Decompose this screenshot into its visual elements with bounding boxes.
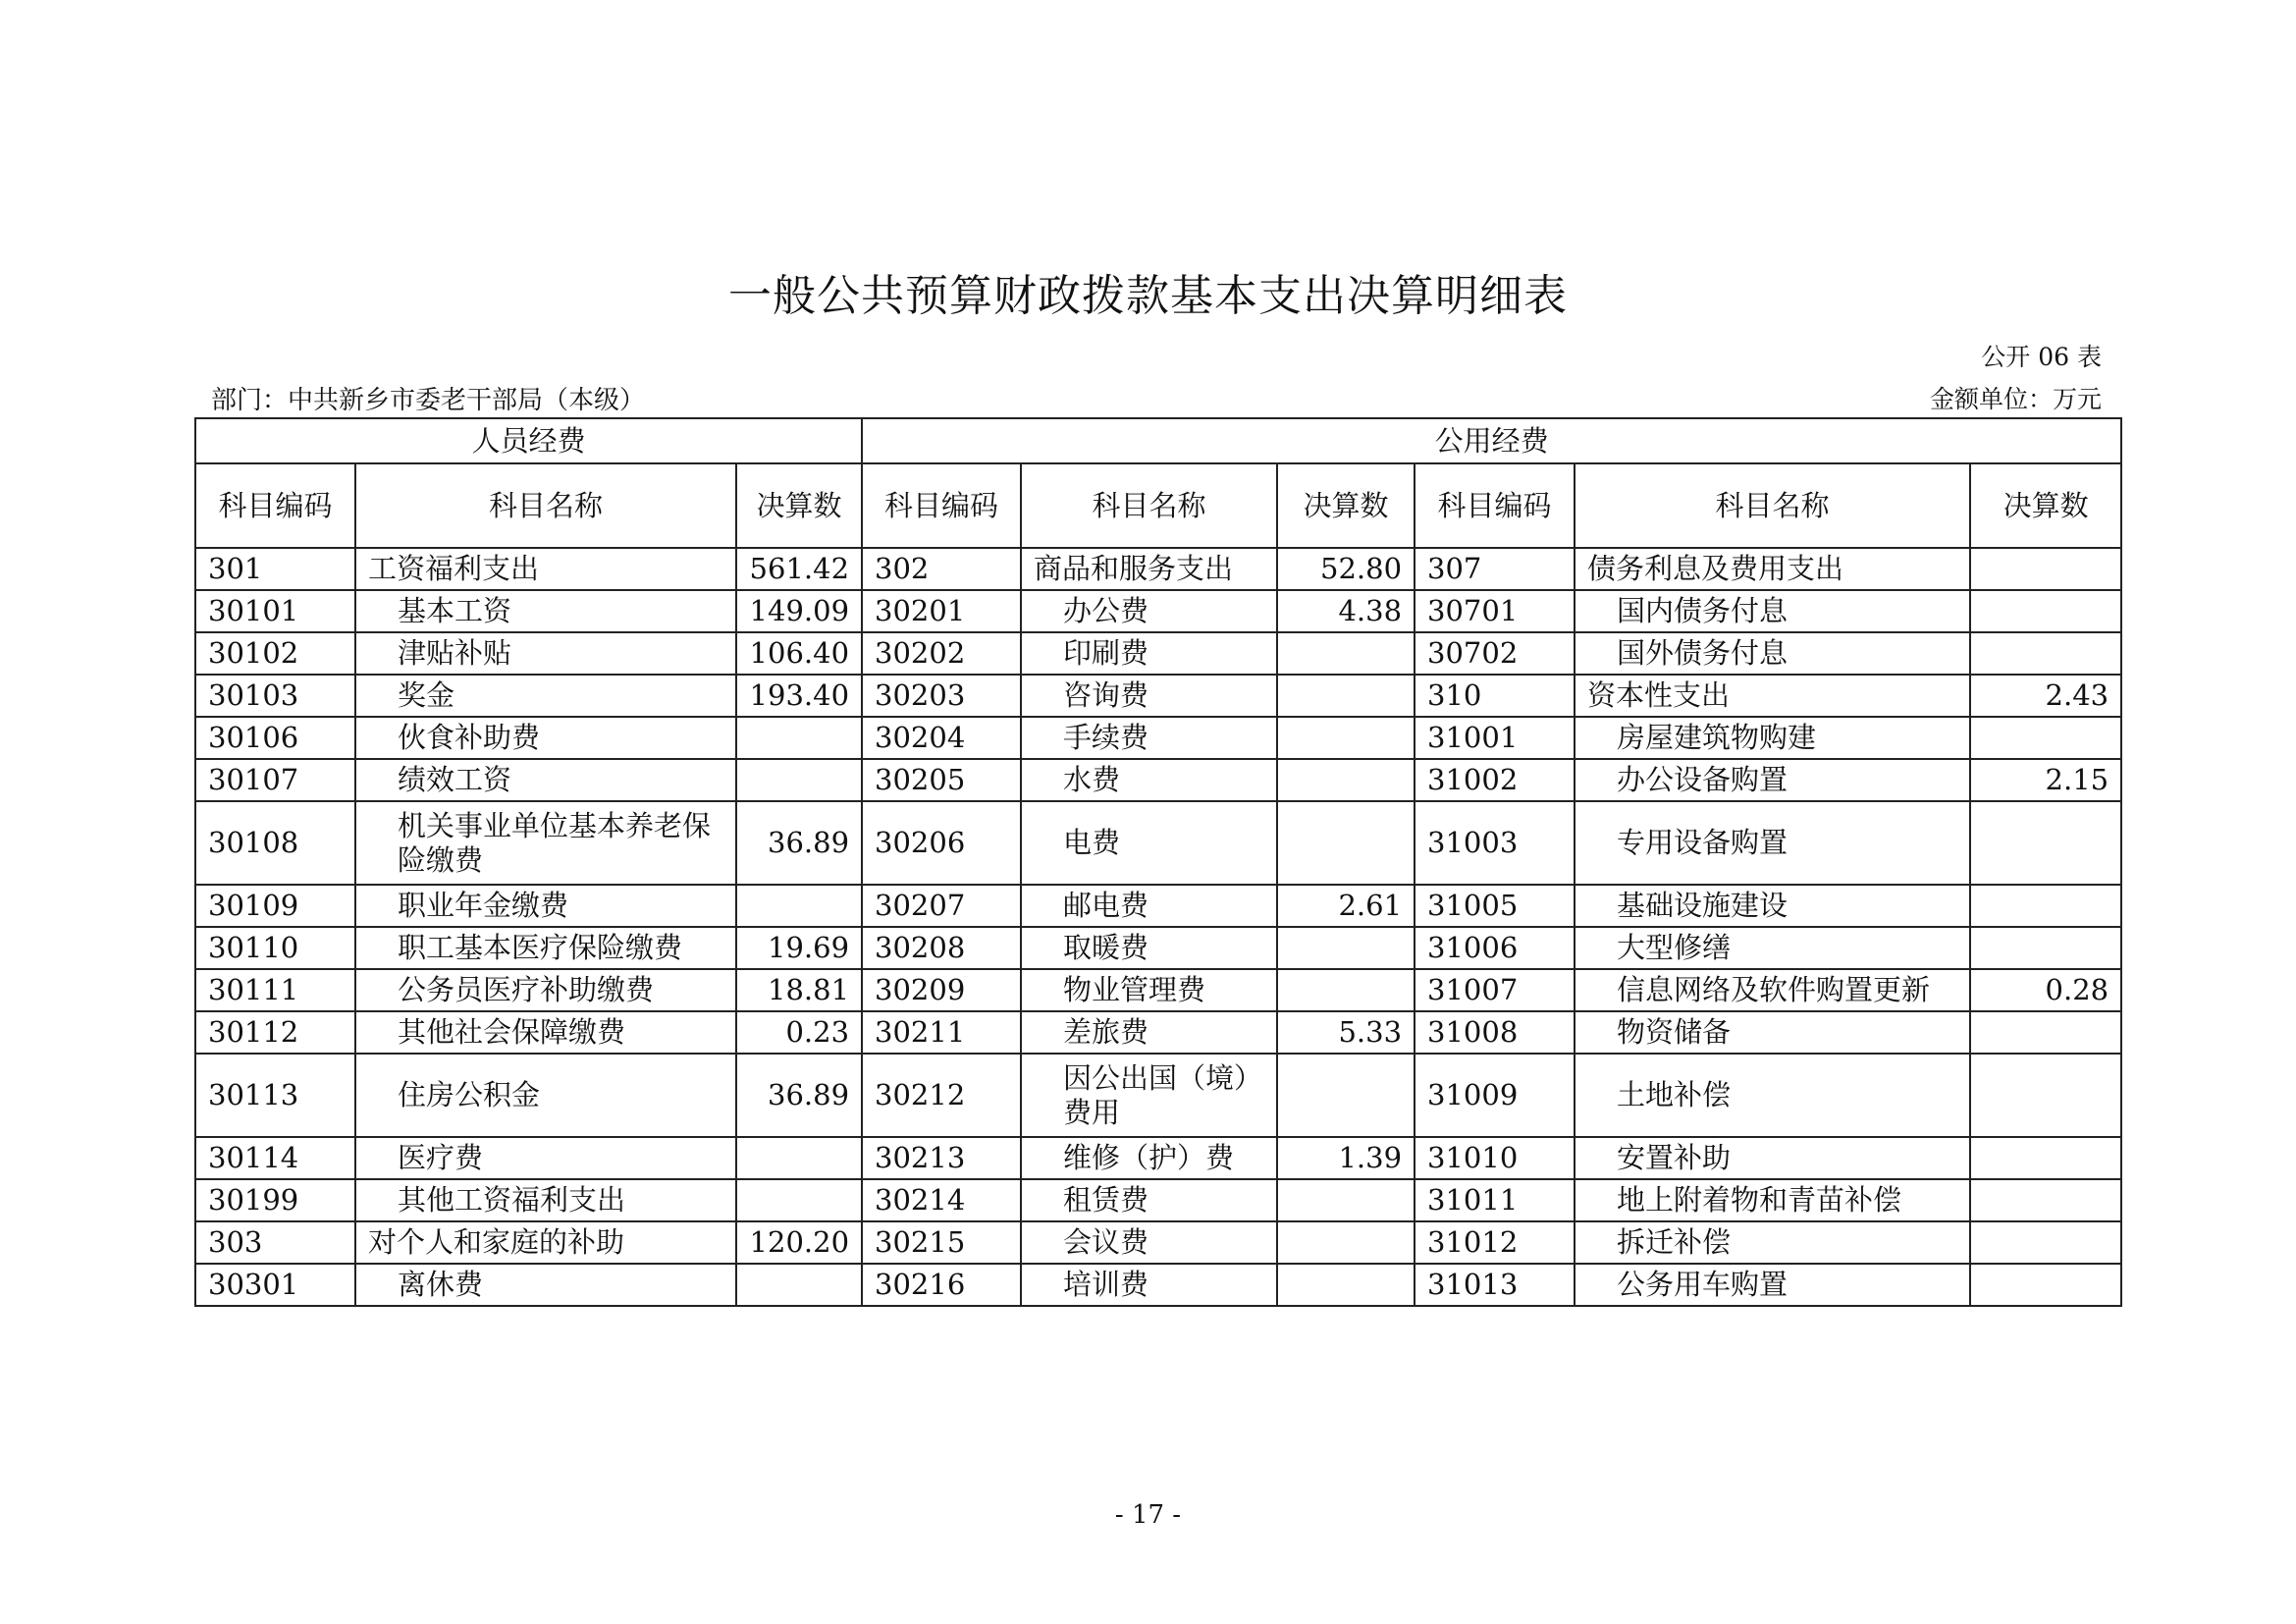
subject-code: 30214 bbox=[862, 1179, 1021, 1221]
subject-name: 国外债务付息 bbox=[1575, 632, 1970, 675]
subject-amount bbox=[1970, 885, 2121, 927]
col-header-amount: 决算数 bbox=[736, 463, 862, 548]
col-header-amount: 决算数 bbox=[1970, 463, 2121, 548]
subject-code: 30112 bbox=[195, 1011, 355, 1054]
amount-unit-label: 金额单位：万元 bbox=[1929, 385, 2102, 413]
subject-name: 医疗费 bbox=[355, 1137, 736, 1179]
subject-code: 30111 bbox=[195, 969, 355, 1011]
group-header-row bbox=[195, 418, 2121, 463]
subject-code: 30106 bbox=[195, 717, 355, 759]
subject-name: 机关事业单位基本养老保险缴费 bbox=[355, 801, 736, 885]
table-row bbox=[195, 717, 2121, 759]
subject-name: 资本性支出 bbox=[1575, 675, 1970, 717]
subject-amount bbox=[736, 1179, 862, 1221]
subject-code: 30215 bbox=[862, 1221, 1021, 1264]
subject-code: 30206 bbox=[862, 801, 1021, 885]
subject-name: 土地补偿 bbox=[1575, 1054, 1970, 1137]
subject-amount bbox=[1277, 969, 1415, 1011]
table-row bbox=[195, 590, 2121, 632]
subject-code: 30207 bbox=[862, 885, 1021, 927]
subject-name: 因公出国（境）费用 bbox=[1021, 1054, 1277, 1137]
subject-code: 31013 bbox=[1415, 1264, 1575, 1306]
column-header-row bbox=[195, 463, 2121, 548]
subject-amount bbox=[736, 885, 862, 927]
subject-name: 离休费 bbox=[355, 1264, 736, 1306]
subject-amount: 36.89 bbox=[736, 1054, 862, 1137]
col-header-name: 科目名称 bbox=[355, 463, 736, 548]
subject-code: 30113 bbox=[195, 1054, 355, 1137]
subject-amount: 0.28 bbox=[1970, 969, 2121, 1011]
subject-code: 30103 bbox=[195, 675, 355, 717]
subject-code: 30202 bbox=[862, 632, 1021, 675]
subject-code: 30201 bbox=[862, 590, 1021, 632]
subject-code: 30208 bbox=[862, 927, 1021, 969]
subject-name: 绩效工资 bbox=[355, 759, 736, 801]
subject-amount bbox=[1970, 1054, 2121, 1137]
subject-name: 专用设备购置 bbox=[1575, 801, 1970, 885]
subject-code: 31011 bbox=[1415, 1179, 1575, 1221]
col-header-name: 科目名称 bbox=[1575, 463, 1970, 548]
subject-code: 30212 bbox=[862, 1054, 1021, 1137]
subject-name: 奖金 bbox=[355, 675, 736, 717]
subject-amount bbox=[1970, 717, 2121, 759]
subject-amount bbox=[1970, 1179, 2121, 1221]
subject-name: 职业年金缴费 bbox=[355, 885, 736, 927]
subject-name: 取暖费 bbox=[1021, 927, 1277, 969]
subject-name: 津贴补贴 bbox=[355, 632, 736, 675]
subject-name: 租赁费 bbox=[1021, 1179, 1277, 1221]
subject-name: 办公费 bbox=[1021, 590, 1277, 632]
table-row bbox=[195, 1054, 2121, 1137]
table-row bbox=[195, 1264, 2121, 1306]
subject-name: 会议费 bbox=[1021, 1221, 1277, 1264]
subject-amount: 5.33 bbox=[1277, 1011, 1415, 1054]
subject-amount bbox=[1277, 759, 1415, 801]
subject-name: 房屋建筑物购建 bbox=[1575, 717, 1970, 759]
subject-amount: 2.61 bbox=[1277, 885, 1415, 927]
subject-amount: 2.43 bbox=[1970, 675, 2121, 717]
subject-code: 31010 bbox=[1415, 1137, 1575, 1179]
subject-code: 30701 bbox=[1415, 590, 1575, 632]
subject-amount: 193.40 bbox=[736, 675, 862, 717]
subject-amount: 36.89 bbox=[736, 801, 862, 885]
subject-code: 302 bbox=[862, 548, 1021, 590]
subject-code: 30114 bbox=[195, 1137, 355, 1179]
subject-amount: 149.09 bbox=[736, 590, 862, 632]
col-header-name: 科目名称 bbox=[1021, 463, 1277, 548]
subject-amount bbox=[736, 759, 862, 801]
subject-name: 安置补助 bbox=[1575, 1137, 1970, 1179]
subject-amount bbox=[736, 1137, 862, 1179]
subject-name: 物业管理费 bbox=[1021, 969, 1277, 1011]
table-row bbox=[195, 1179, 2121, 1221]
subject-name: 伙食补助费 bbox=[355, 717, 736, 759]
subject-code: 307 bbox=[1415, 548, 1575, 590]
subject-amount bbox=[1277, 1054, 1415, 1137]
subject-name: 手续费 bbox=[1021, 717, 1277, 759]
col-header-code: 科目编码 bbox=[1415, 463, 1575, 548]
subject-name: 国内债务付息 bbox=[1575, 590, 1970, 632]
subject-amount: 120.20 bbox=[736, 1221, 862, 1264]
table-row bbox=[195, 1137, 2121, 1179]
subject-amount: 106.40 bbox=[736, 632, 862, 675]
subject-code: 30109 bbox=[195, 885, 355, 927]
subject-name: 商品和服务支出 bbox=[1021, 548, 1277, 590]
subject-amount bbox=[1277, 1264, 1415, 1306]
subject-name: 大型修缮 bbox=[1575, 927, 1970, 969]
subject-amount bbox=[736, 1264, 862, 1306]
subject-name: 公务员医疗补助缴费 bbox=[355, 969, 736, 1011]
subject-code: 31006 bbox=[1415, 927, 1575, 969]
subject-amount: 2.15 bbox=[1970, 759, 2121, 801]
subject-amount bbox=[1970, 1264, 2121, 1306]
subject-code: 31002 bbox=[1415, 759, 1575, 801]
subject-name: 住房公积金 bbox=[355, 1054, 736, 1137]
subject-code: 30107 bbox=[195, 759, 355, 801]
subject-code: 30301 bbox=[195, 1264, 355, 1306]
subject-name: 职工基本医疗保险缴费 bbox=[355, 927, 736, 969]
page-title: 一般公共预算财政拨款基本支出决算明细表 bbox=[728, 271, 1568, 321]
subject-name: 水费 bbox=[1021, 759, 1277, 801]
subject-amount: 1.39 bbox=[1277, 1137, 1415, 1179]
subject-amount bbox=[1277, 801, 1415, 885]
subject-code: 30102 bbox=[195, 632, 355, 675]
subject-code: 310 bbox=[1415, 675, 1575, 717]
col-header-code: 科目编码 bbox=[195, 463, 355, 548]
subject-amount bbox=[1277, 1221, 1415, 1264]
subject-name: 公务用车购置 bbox=[1575, 1264, 1970, 1306]
subject-name: 培训费 bbox=[1021, 1264, 1277, 1306]
subject-name: 基本工资 bbox=[355, 590, 736, 632]
group-personnel: 人员经费 bbox=[195, 418, 862, 463]
col-header-code: 科目编码 bbox=[862, 463, 1021, 548]
subject-name: 办公设备购置 bbox=[1575, 759, 1970, 801]
subject-code: 30213 bbox=[862, 1137, 1021, 1179]
subject-amount bbox=[1970, 1011, 2121, 1054]
subject-code: 31009 bbox=[1415, 1054, 1575, 1137]
subject-amount: 4.38 bbox=[1277, 590, 1415, 632]
subject-amount bbox=[1277, 632, 1415, 675]
subject-amount bbox=[1277, 927, 1415, 969]
subject-amount bbox=[1970, 1221, 2121, 1264]
department-label: 部门：中共新乡市委老干部局（本级） bbox=[211, 386, 646, 415]
subject-name: 印刷费 bbox=[1021, 632, 1277, 675]
subject-code: 30203 bbox=[862, 675, 1021, 717]
subject-name: 维修（护）费 bbox=[1021, 1137, 1277, 1179]
subject-amount bbox=[1277, 1179, 1415, 1221]
subject-code: 31003 bbox=[1415, 801, 1575, 885]
subject-name: 邮电费 bbox=[1021, 885, 1277, 927]
table-row bbox=[195, 675, 2121, 717]
table-row bbox=[195, 885, 2121, 927]
subject-name: 基础设施建设 bbox=[1575, 885, 1970, 927]
subject-amount: 561.42 bbox=[736, 548, 862, 590]
subject-name: 地上附着物和青苗补偿 bbox=[1575, 1179, 1970, 1221]
table-row bbox=[195, 1221, 2121, 1264]
subject-name: 工资福利支出 bbox=[355, 548, 736, 590]
subject-amount bbox=[736, 717, 862, 759]
subject-code: 31005 bbox=[1415, 885, 1575, 927]
subject-code: 30110 bbox=[195, 927, 355, 969]
subject-amount bbox=[1277, 717, 1415, 759]
subject-name: 物资储备 bbox=[1575, 1011, 1970, 1054]
subject-code: 30199 bbox=[195, 1179, 355, 1221]
subject-code: 30108 bbox=[195, 801, 355, 885]
subject-code: 30205 bbox=[862, 759, 1021, 801]
subject-name: 债务利息及费用支出 bbox=[1575, 548, 1970, 590]
table-row bbox=[195, 632, 2121, 675]
subject-code: 301 bbox=[195, 548, 355, 590]
form-number: 公开 06 表 bbox=[1981, 343, 2102, 371]
subject-code: 31008 bbox=[1415, 1011, 1575, 1054]
group-public: 公用经费 bbox=[862, 418, 2121, 463]
subject-amount bbox=[1970, 801, 2121, 885]
table-row bbox=[195, 969, 2121, 1011]
subject-name: 电费 bbox=[1021, 801, 1277, 885]
subject-name: 咨询费 bbox=[1021, 675, 1277, 717]
subject-name: 其他工资福利支出 bbox=[355, 1179, 736, 1221]
expenditure-table bbox=[194, 417, 2122, 1307]
subject-amount: 0.23 bbox=[736, 1011, 862, 1054]
subject-code: 31012 bbox=[1415, 1221, 1575, 1264]
table-row bbox=[195, 801, 2121, 885]
subject-amount bbox=[1970, 590, 2121, 632]
subject-amount bbox=[1970, 927, 2121, 969]
subject-name: 拆迁补偿 bbox=[1575, 1221, 1970, 1264]
subject-amount: 19.69 bbox=[736, 927, 862, 969]
table-row bbox=[195, 759, 2121, 801]
table-row bbox=[195, 548, 2121, 590]
subject-amount bbox=[1970, 548, 2121, 590]
subject-code: 30211 bbox=[862, 1011, 1021, 1054]
table-row bbox=[195, 927, 2121, 969]
page-number: - 17 - bbox=[1114, 1500, 1182, 1530]
subject-code: 30209 bbox=[862, 969, 1021, 1011]
col-header-amount: 决算数 bbox=[1277, 463, 1415, 548]
subject-code: 30216 bbox=[862, 1264, 1021, 1306]
subject-amount bbox=[1277, 675, 1415, 717]
subject-code: 303 bbox=[195, 1221, 355, 1264]
subject-code: 31007 bbox=[1415, 969, 1575, 1011]
subject-name: 信息网络及软件购置更新 bbox=[1575, 969, 1970, 1011]
subject-amount: 18.81 bbox=[736, 969, 862, 1011]
subject-code: 30204 bbox=[862, 717, 1021, 759]
subject-amount: 52.80 bbox=[1277, 548, 1415, 590]
subject-code: 30101 bbox=[195, 590, 355, 632]
subject-name: 其他社会保障缴费 bbox=[355, 1011, 736, 1054]
subject-amount bbox=[1970, 1137, 2121, 1179]
subject-code: 31001 bbox=[1415, 717, 1575, 759]
table-row bbox=[195, 1011, 2121, 1054]
subject-name: 差旅费 bbox=[1021, 1011, 1277, 1054]
subject-amount bbox=[1970, 632, 2121, 675]
subject-name: 对个人和家庭的补助 bbox=[355, 1221, 736, 1264]
subject-code: 30702 bbox=[1415, 632, 1575, 675]
